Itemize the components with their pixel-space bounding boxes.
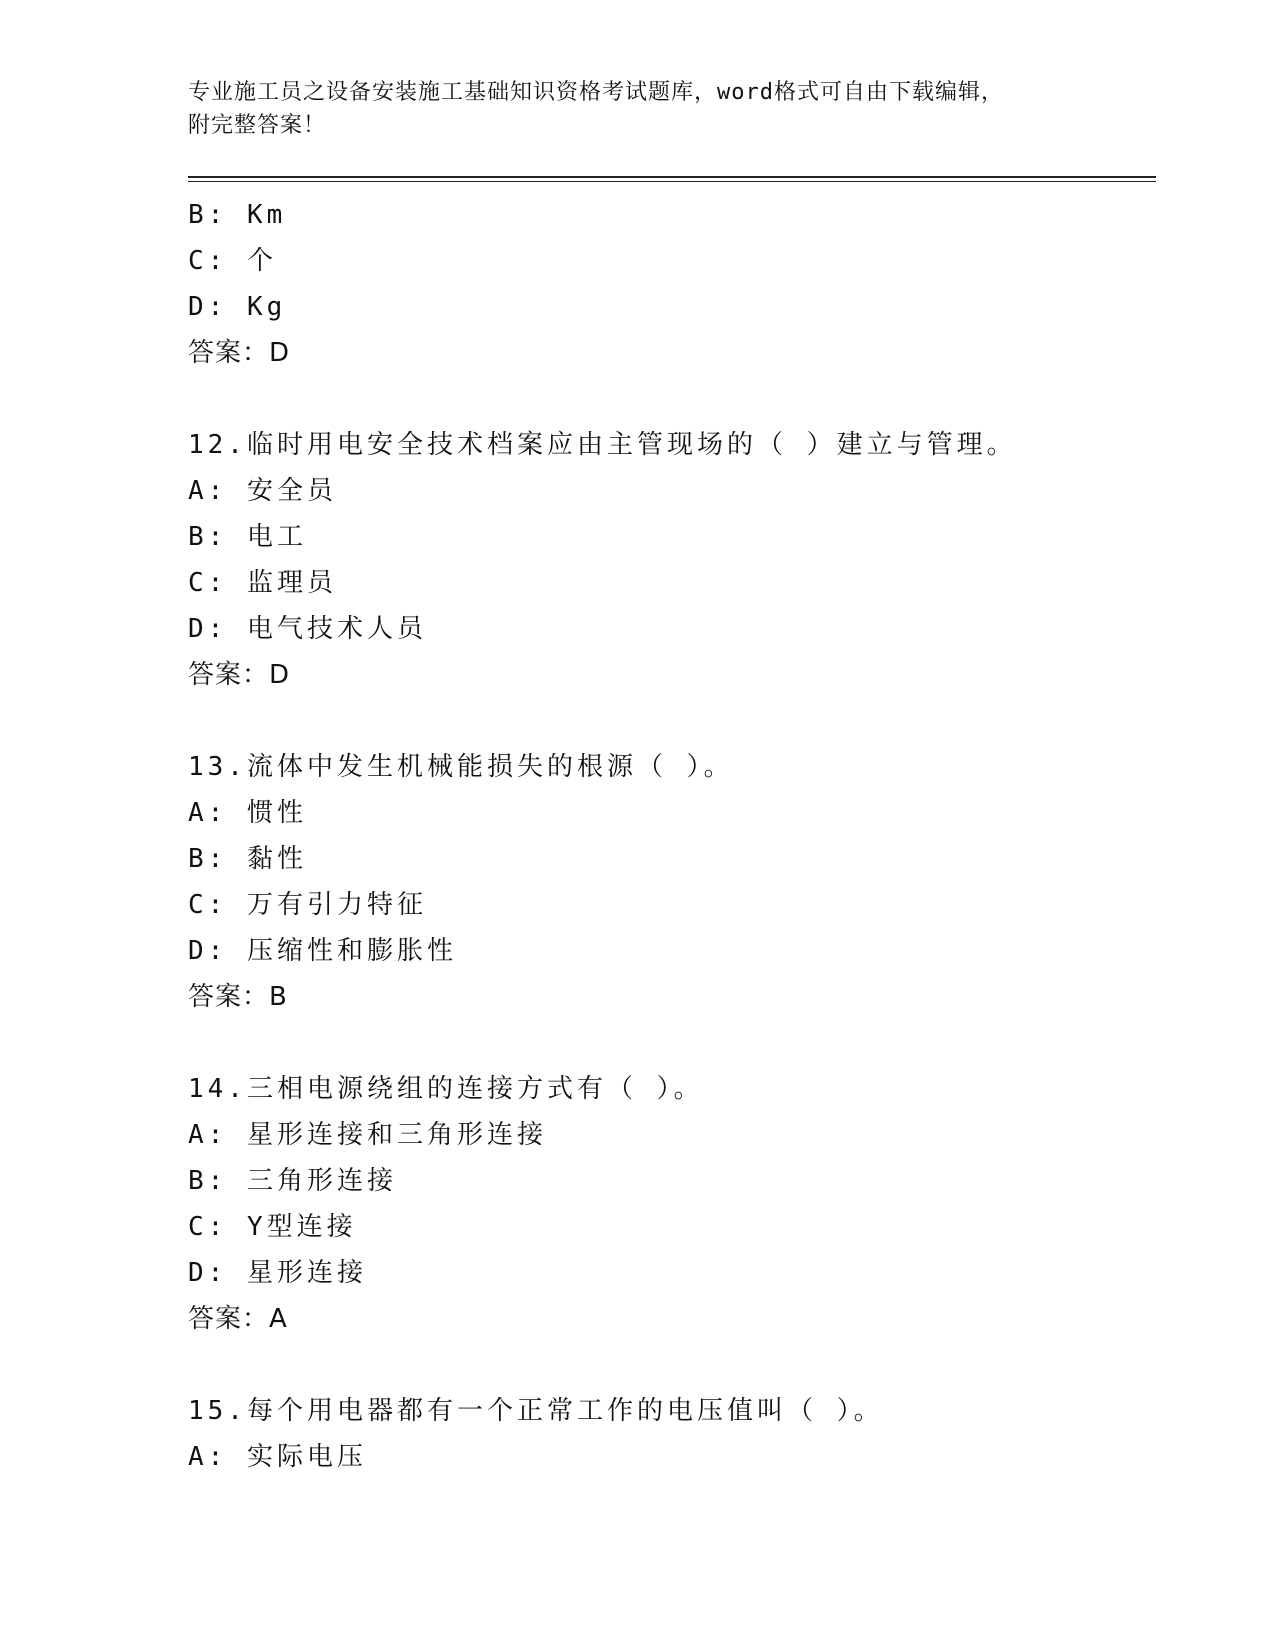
header-line-2: 附完整答案！ [188, 113, 327, 138]
document-header [188, 76, 1088, 142]
header-line-1: 专业施工员之设备安装施工基础知识资格考试题库，word格式可自由下载编辑， [188, 80, 1004, 105]
header-divider-thick [188, 176, 1156, 178]
answer-line: 答案：B [188, 982, 288, 1012]
option-a: A: 惯性 [188, 798, 307, 828]
question-stem: 15.每个用电器都有一个正常工作的电压值叫（ ）。 [188, 1396, 884, 1426]
spacer [188, 1342, 1156, 1388]
question-stem: 13.流体中发生机械能损失的根源（ ）。 [188, 752, 734, 782]
question-list [188, 192, 1156, 1480]
option-c: C: 万有引力特征 [188, 890, 427, 920]
spacer [188, 698, 1156, 744]
question-stem: 12.临时用电安全技术档案应由主管现场的（ ）建立与管理。 [188, 430, 1017, 460]
option-d: D: 星形连接 [188, 1258, 367, 1288]
option-a: A: 实际电压 [188, 1442, 367, 1472]
question-stem: 14.三相电源绕组的连接方式有（ ）。 [188, 1074, 704, 1104]
option-d: D: Kg [188, 292, 287, 322]
option-d: D: 压缩性和膨胀性 [188, 936, 457, 966]
option-b: B: 黏性 [188, 844, 307, 874]
option-b: B: 电工 [188, 522, 307, 552]
answer-line: 答案：A [188, 1304, 288, 1334]
option-d: D: 电气技术人员 [188, 614, 427, 644]
option-a: A: 安全员 [188, 476, 337, 506]
spacer [188, 376, 1156, 422]
answer-line: 答案：D [188, 660, 291, 690]
option-b: B: Km [188, 200, 287, 230]
option-c: C: 个 [188, 246, 277, 276]
answer-line: 答案：D [188, 338, 291, 368]
option-a: A: 星形连接和三角形连接 [188, 1120, 547, 1150]
option-c: C: 监理员 [188, 568, 337, 598]
option-c: C: Y型连接 [188, 1212, 357, 1242]
header-divider-thin [188, 181, 1156, 182]
option-b: B: 三角形连接 [188, 1166, 397, 1196]
spacer [188, 1020, 1156, 1066]
